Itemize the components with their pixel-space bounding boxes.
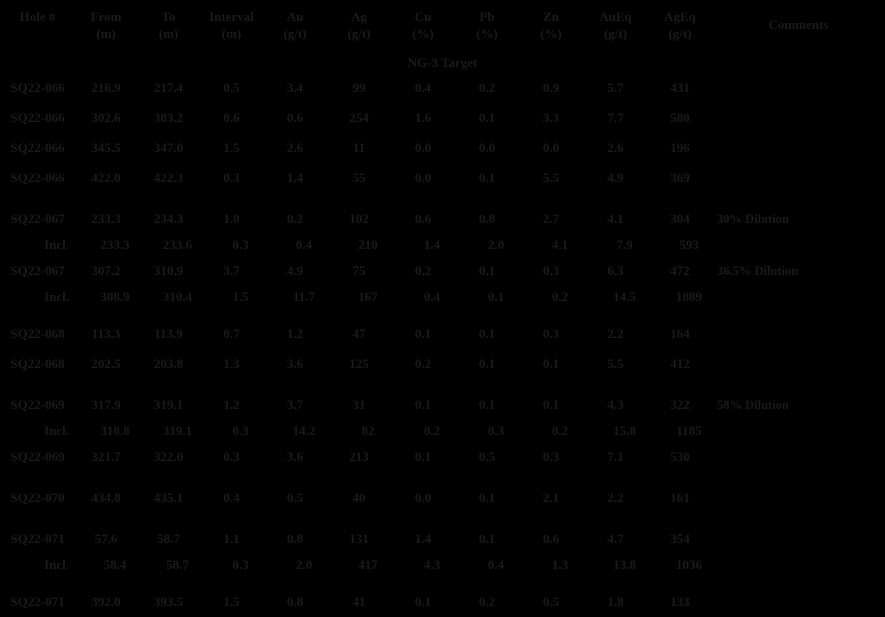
cell-interval: 1.1 xyxy=(223,531,240,546)
cell-ag: 41 xyxy=(352,594,366,609)
cell-to: 233.6 xyxy=(162,237,193,252)
cell-from: 422.0 xyxy=(91,170,121,185)
cell-pb: 0.5 xyxy=(478,449,496,464)
cell-zn: 5.5 xyxy=(542,170,560,185)
cell-au: 3.6 xyxy=(286,449,304,464)
cell-interval: 1.3 xyxy=(223,356,240,371)
cell-to: 435.1 xyxy=(153,490,184,505)
table-row xyxy=(0,587,885,617)
cell-interval: 1.2 xyxy=(223,397,240,412)
cell-au: 2.0 xyxy=(295,557,313,572)
column-unit-pb: (%) xyxy=(476,26,498,41)
cell-hole: SQ22-069 xyxy=(10,449,65,464)
cell-zn: 3.3 xyxy=(542,110,560,125)
cell-zn: 0.3 xyxy=(542,263,560,278)
cell-aueq: 7.7 xyxy=(607,110,624,125)
cell-comment xyxy=(712,286,885,308)
cell-zn: 0.2 xyxy=(551,289,569,304)
cell-comment xyxy=(712,554,885,576)
cell-cu: 0.1 xyxy=(414,449,432,464)
cell-aueq: 14.5 xyxy=(613,289,636,304)
cell-au: 4.9 xyxy=(286,263,304,278)
cell-cu: 1.6 xyxy=(414,110,432,125)
cell-au: 0.8 xyxy=(286,594,304,609)
cell-interval: 0.3 xyxy=(232,423,249,438)
cell-comment xyxy=(712,349,885,379)
column-header-pb xyxy=(455,0,519,53)
cell-ageq: 1036 xyxy=(676,557,702,572)
cell-from: 434.8 xyxy=(91,490,121,505)
cell-au: 14.2 xyxy=(292,423,316,438)
cell-aueq: 7.9 xyxy=(616,237,633,252)
column-unit-au: (g/t) xyxy=(283,26,307,41)
cell-zn: 2.7 xyxy=(542,211,560,226)
table-body xyxy=(0,53,885,617)
cell-incl-label: Incl. xyxy=(44,289,69,304)
column-unit-ag: (g/t) xyxy=(347,26,371,41)
cell-zn: 0.1 xyxy=(542,356,560,371)
cell-au: 3.7 xyxy=(286,397,304,412)
column-label-pb: Pb xyxy=(479,9,495,24)
cell-ageq: 580 xyxy=(670,110,690,125)
cell-interval: 1.5 xyxy=(223,140,240,155)
column-label-au: Au xyxy=(286,9,304,24)
cell-aueq: 2.6 xyxy=(607,140,624,155)
cell-pb: 0.1 xyxy=(478,110,496,125)
cell-ag: 75 xyxy=(352,263,366,278)
column-label-zn: Zn xyxy=(543,9,559,24)
cell-to: 303.2 xyxy=(153,110,184,125)
cell-ageq: 322 xyxy=(670,397,690,412)
cell-from: 233.3 xyxy=(100,237,130,252)
cell-comment: 58% Dilution xyxy=(717,397,789,412)
column-unit-from: (m) xyxy=(96,26,116,41)
row-spacer xyxy=(0,576,885,587)
cell-aueq: 4.1 xyxy=(607,211,624,226)
table-row xyxy=(0,103,885,133)
cell-ageq: 164 xyxy=(670,326,690,341)
column-label-aueq: AuEq xyxy=(599,9,632,24)
cell-zn: 1.3 xyxy=(551,557,569,572)
cell-from: 392.0 xyxy=(91,594,121,609)
cell-ag: 55 xyxy=(352,170,366,185)
column-header-comments xyxy=(712,0,885,53)
cell-au: 0.8 xyxy=(286,531,304,546)
cell-au: 0.5 xyxy=(286,490,304,505)
cell-comment xyxy=(712,524,885,554)
table-row xyxy=(0,349,885,379)
cell-cu: 0.2 xyxy=(414,263,432,278)
cell-cu: 1.4 xyxy=(423,237,441,252)
table-row xyxy=(0,390,885,420)
column-header-interval xyxy=(200,0,263,53)
cell-ageq: 593 xyxy=(679,237,699,252)
cell-au: 3.6 xyxy=(286,356,304,371)
cell-ag: 213 xyxy=(349,449,369,464)
cell-ageq: 412 xyxy=(670,356,690,371)
cell-aueq: 2.2 xyxy=(607,490,624,505)
cell-from: 307.2 xyxy=(91,263,121,278)
cell-comment xyxy=(712,483,885,513)
column-unit-hole xyxy=(0,26,75,42)
cell-pb: 0.1 xyxy=(478,531,496,546)
cell-incl-label: Incl. xyxy=(44,557,69,572)
cell-pb: 2.0 xyxy=(487,237,505,252)
cell-hole: SQ22-071 xyxy=(10,594,65,609)
cell-hole: SQ22-066 xyxy=(10,110,65,125)
cell-zn: 0.0 xyxy=(542,140,560,155)
cell-comment xyxy=(712,234,885,256)
cell-to: 347.0 xyxy=(153,140,184,155)
cell-from: 58.4 xyxy=(103,557,127,572)
cell-ag: 31 xyxy=(352,397,366,412)
column-unit-ageq: (g/t) xyxy=(668,26,692,41)
cell-ag: 125 xyxy=(349,356,369,371)
table-row xyxy=(0,319,885,349)
table-row xyxy=(0,524,885,554)
column-header-au xyxy=(263,0,327,53)
cell-aueq: 13.8 xyxy=(613,557,636,572)
row-spacer xyxy=(0,472,885,483)
cell-pb: 0.3 xyxy=(487,423,505,438)
cell-comment xyxy=(712,103,885,133)
column-header-ageq xyxy=(648,0,712,53)
table-row xyxy=(0,204,885,234)
cell-to: 393.5 xyxy=(153,594,184,609)
column-label-to: To xyxy=(161,9,176,24)
cell-zn: 4.1 xyxy=(551,237,569,252)
table-row xyxy=(0,442,885,472)
cell-cu: 0.4 xyxy=(414,80,432,95)
cell-from: 308.9 xyxy=(100,289,130,304)
column-unit-to: (m) xyxy=(158,26,179,41)
cell-ageq: 530 xyxy=(670,449,690,464)
cell-cu: 0.0 xyxy=(414,490,432,505)
cell-comment xyxy=(712,587,885,617)
cell-to: 203.8 xyxy=(153,356,184,371)
cell-aueq: 7.1 xyxy=(607,449,624,464)
cell-to: 113.9 xyxy=(154,326,183,341)
cell-aueq: 4.9 xyxy=(607,170,624,185)
cell-pb: 0.8 xyxy=(478,211,496,226)
table-row xyxy=(0,73,885,103)
cell-comment: 30% Dilution xyxy=(717,211,789,226)
column-label-from: From xyxy=(90,9,122,24)
cell-cu: 0.4 xyxy=(423,289,441,304)
cell-aueq: 5.5 xyxy=(607,356,624,371)
cell-aueq: 4.7 xyxy=(607,531,624,546)
cell-interval: 1.5 xyxy=(223,594,240,609)
section-row xyxy=(0,53,885,73)
column-unit-aueq: (g/t) xyxy=(603,26,628,41)
cell-from: 57.6 xyxy=(94,531,118,546)
cell-au: 2.6 xyxy=(286,140,304,155)
cell-hole: SQ22-066 xyxy=(10,140,65,155)
cell-ageq: 161 xyxy=(670,490,690,505)
cell-from: 317.9 xyxy=(91,397,121,412)
cell-aueq: 2.2 xyxy=(607,326,624,341)
cell-pb: 0.4 xyxy=(487,557,505,572)
cell-to: 422.3 xyxy=(153,170,184,185)
table-row-included-interval xyxy=(0,234,885,256)
cell-pb: 0.1 xyxy=(478,397,496,412)
cell-comment xyxy=(712,442,885,472)
cell-pb: 0.1 xyxy=(478,356,496,371)
cell-hole: SQ22-068 xyxy=(10,326,65,341)
column-label-cu: Cu xyxy=(414,9,432,24)
cell-pb: 0.1 xyxy=(478,170,496,185)
cell-to: 217.4 xyxy=(153,80,184,95)
cell-zn: 0.1 xyxy=(542,397,560,412)
row-spacer xyxy=(0,308,885,319)
cell-to: 310.9 xyxy=(153,263,184,278)
cell-au: 0.6 xyxy=(286,110,304,125)
cell-ag: 417 xyxy=(358,557,378,572)
cell-ageq: 1089 xyxy=(676,289,702,304)
cell-from: 321.7 xyxy=(91,449,121,464)
column-unit-cu: (%) xyxy=(412,26,434,41)
cell-cu: 4.3 xyxy=(423,557,441,572)
row-spacer xyxy=(0,513,885,524)
cell-interval: 1.0 xyxy=(223,211,240,226)
column-label-interval: Interval xyxy=(209,9,254,24)
cell-ageq: 354 xyxy=(670,531,690,546)
cell-au: 1.2 xyxy=(286,326,304,341)
cell-interval: 0.3 xyxy=(223,449,240,464)
cell-cu: 0.0 xyxy=(414,140,432,155)
cell-aueq: 5.7 xyxy=(607,80,624,95)
cell-to: 319.1 xyxy=(162,423,193,438)
cell-ag: 167 xyxy=(358,289,378,304)
cell-cu: 0.6 xyxy=(414,211,432,226)
cell-cu: 0.2 xyxy=(423,423,441,438)
cell-comment xyxy=(712,420,885,442)
cell-ag: 254 xyxy=(349,110,369,125)
cell-aueq: 1.8 xyxy=(607,594,624,609)
cell-ageq: 472 xyxy=(670,263,690,278)
table-row xyxy=(0,163,885,193)
cell-incl-label: Incl. xyxy=(44,423,69,438)
cell-ag: 47 xyxy=(352,326,366,341)
table-row xyxy=(0,256,885,286)
table-row-included-interval xyxy=(0,554,885,576)
cell-from: 202.5 xyxy=(91,356,121,371)
column-label-comments: Comments xyxy=(768,17,829,32)
column-header-zn xyxy=(519,0,583,53)
cell-from: 345.5 xyxy=(91,140,121,155)
cell-cu: 1.4 xyxy=(414,531,432,546)
column-header-from xyxy=(75,0,137,53)
table-header xyxy=(0,0,885,53)
cell-ageq: 304 xyxy=(670,211,690,226)
cell-from: 233.3 xyxy=(91,211,121,226)
cell-ageq: 431 xyxy=(670,80,690,95)
column-header-ag xyxy=(327,0,391,53)
table-row xyxy=(0,133,885,163)
cell-hole: SQ22-067 xyxy=(10,211,65,226)
column-header-aueq xyxy=(583,0,648,53)
cell-hole: SQ22-068 xyxy=(10,356,65,371)
cell-aueq: 4.3 xyxy=(607,397,624,412)
cell-interval: 0.3 xyxy=(223,170,240,185)
cell-comment xyxy=(712,163,885,193)
table-row-included-interval xyxy=(0,286,885,308)
cell-pb: 0.1 xyxy=(478,326,496,341)
cell-pb: 0.2 xyxy=(478,594,496,609)
cell-to: 234.3 xyxy=(153,211,184,226)
cell-zn: 0.9 xyxy=(542,80,560,95)
cell-au: 11.7 xyxy=(292,289,316,304)
cell-ageq: 369 xyxy=(670,170,690,185)
cell-comment xyxy=(712,133,885,163)
row-spacer xyxy=(0,379,885,390)
cell-au: 0.2 xyxy=(286,211,304,226)
cell-from: 216.9 xyxy=(91,80,121,95)
cell-ag: 210 xyxy=(358,237,378,252)
cell-interval: 1.5 xyxy=(232,289,249,304)
column-label-ag: Ag xyxy=(351,9,367,24)
cell-ag: 131 xyxy=(349,531,369,546)
cell-interval: 0.3 xyxy=(232,557,249,572)
cell-hole: SQ22-070 xyxy=(10,490,65,505)
cell-from: 318.8 xyxy=(100,423,130,438)
column-unit-zn: (%) xyxy=(540,26,562,41)
column-unit-interval: (m) xyxy=(221,26,242,41)
cell-comment: 36.5% Dilution xyxy=(717,263,799,278)
cell-to: 319.1 xyxy=(153,397,184,412)
cell-aueq: 15.8 xyxy=(613,423,636,438)
cell-ageq: 196 xyxy=(670,140,690,155)
row-spacer xyxy=(0,193,885,204)
cell-au: 1.4 xyxy=(286,170,304,185)
cell-from: 113.3 xyxy=(91,326,121,341)
cell-pb: 0.1 xyxy=(478,490,496,505)
column-label-ageq: AgEq xyxy=(664,9,696,24)
column-header-to xyxy=(137,0,200,53)
cell-aueq: 6.3 xyxy=(607,263,624,278)
cell-hole: SQ22-066 xyxy=(10,80,65,95)
cell-hole: SQ22-071 xyxy=(10,531,65,546)
section-label: NG-3 Target xyxy=(407,55,478,70)
cell-to: 58.7 xyxy=(157,531,180,546)
cell-pb: 0.1 xyxy=(487,289,505,304)
cell-hole: SQ22-069 xyxy=(10,397,65,412)
cell-to: 322.0 xyxy=(153,449,184,464)
table-row-included-interval xyxy=(0,420,885,442)
cell-ageq: 133 xyxy=(670,594,690,609)
cell-ag: 99 xyxy=(352,80,366,95)
cell-ag: 82 xyxy=(361,423,375,438)
cell-interval: 0.4 xyxy=(223,490,240,505)
cell-pb: 0.2 xyxy=(478,80,496,95)
cell-hole: SQ22-067 xyxy=(10,263,65,278)
cell-from: 302.6 xyxy=(91,110,121,125)
cell-cu: 0.1 xyxy=(414,594,432,609)
cell-cu: 0.1 xyxy=(414,326,432,341)
cell-cu: 0.0 xyxy=(414,170,432,185)
cell-zn: 0.2 xyxy=(551,423,569,438)
cell-pb: 0.1 xyxy=(478,263,496,278)
header-row xyxy=(0,0,885,53)
cell-interval: 0.7 xyxy=(223,326,240,341)
cell-interval: 3.7 xyxy=(223,263,240,278)
column-header-hole xyxy=(0,0,75,53)
cell-zn: 0.5 xyxy=(542,594,560,609)
cell-zn: 0.6 xyxy=(542,531,560,546)
column-header-cu xyxy=(391,0,455,53)
cell-incl-label: Incl. xyxy=(44,237,69,252)
cell-zn: 0.3 xyxy=(542,326,560,341)
cell-zn: 0.3 xyxy=(542,449,560,464)
cell-au: 0.4 xyxy=(295,237,313,252)
cell-zn: 2.1 xyxy=(542,490,560,505)
cell-cu: 0.1 xyxy=(414,397,432,412)
cell-ag: 40 xyxy=(352,490,366,505)
cell-to: 58.7 xyxy=(166,557,189,572)
cell-cu: 0.2 xyxy=(414,356,432,371)
cell-ag: 102 xyxy=(349,211,369,226)
cell-interval: 0.5 xyxy=(223,80,240,95)
cell-interval: 0.3 xyxy=(232,237,249,252)
cell-pb: 0.0 xyxy=(478,140,496,155)
cell-to: 310.4 xyxy=(162,289,193,304)
cell-comment xyxy=(712,319,885,349)
cell-ag: 11 xyxy=(352,140,366,155)
cell-ageq: 1185 xyxy=(676,423,702,438)
cell-interval: 0.6 xyxy=(223,110,240,125)
cell-hole: SQ22-066 xyxy=(10,170,65,185)
column-label-hole: Hole # xyxy=(19,9,56,24)
table-row xyxy=(0,483,885,513)
cell-comment xyxy=(712,73,885,103)
cell-au: 3.4 xyxy=(286,80,304,95)
